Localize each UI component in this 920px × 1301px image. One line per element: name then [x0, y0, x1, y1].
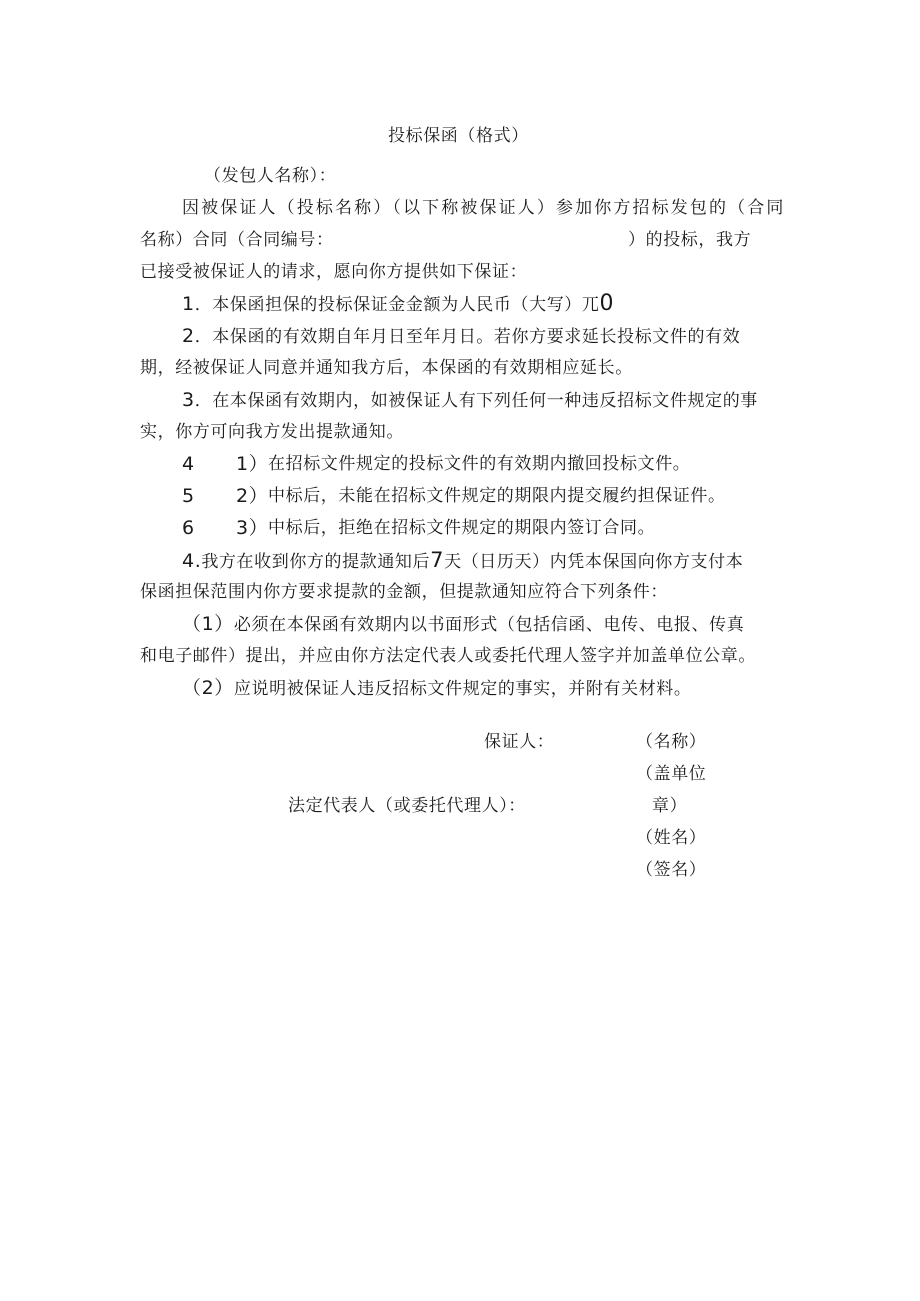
- subitem-5-number: 5: [182, 485, 195, 507]
- intro-line-3: 已接受被保证人的请求，愿向你方提供如下保证：: [140, 262, 528, 282]
- condition-2-number: （2）: [182, 677, 234, 699]
- item-1-text: ．本保函担保的投标保证金金额为人民币（大写）兀: [194, 295, 600, 315]
- intro-line-2a: 名称）合同（合同编号：: [140, 230, 334, 250]
- item-4-number: 4.: [182, 550, 202, 572]
- item-2-line-1: [182, 324, 784, 349]
- signature-hint: （签名）: [636, 860, 707, 880]
- subitem-5-text: 中标后，未能在招标文件规定的期限内提交履约担保证件。: [268, 486, 726, 506]
- condition-2-text: 应说明被保证人违反招标文件规定的事实，并附有关材料。: [233, 679, 692, 699]
- subitem-4-text: 在招标文件规定的投标文件的有效期内撤回投标文件。: [268, 454, 691, 474]
- item-4-line-1: [182, 548, 743, 574]
- salutation: （发包人名称）：: [204, 166, 337, 186]
- subitem-4-number: 4: [182, 453, 195, 475]
- seal-hint-line-1: （盖单位: [636, 764, 707, 784]
- seal-hint-line-2: 章）: [652, 796, 688, 816]
- item-3-text-1: ．在本保函有效期内，如被保证人有下列任何一种违反招标文件规定的事: [194, 391, 758, 411]
- condition-2: [182, 676, 692, 701]
- item-2-text-1: ．本保函的有效期自年月日至年月日。若你方要求延长投标文件的有效: [194, 327, 741, 347]
- item-2-number: 2: [182, 325, 195, 347]
- item-4-text-1a: 我方在收到你方的提款通知后: [201, 552, 431, 572]
- item-4-text-1b: 天（日历天）内凭本保国向你方支付本: [444, 552, 744, 572]
- condition-1-line-1: [182, 612, 744, 637]
- condition-1-number: （1）: [182, 613, 234, 635]
- surname-hint: （姓名）: [636, 828, 707, 848]
- intro-line-2b: ）的投标，我方: [628, 230, 752, 250]
- item-2-line-2: 期，经被保证人同意并通知我方后，本保函的有效期相应延长。: [140, 358, 633, 378]
- item-1: [182, 292, 614, 317]
- subitem-6-number: 6: [182, 517, 195, 539]
- item-3-line-1: [182, 388, 758, 413]
- item-1-tail: 0: [599, 291, 615, 316]
- item-1-number: 1: [182, 293, 195, 315]
- subitem-4-sub: 1）: [236, 453, 269, 475]
- condition-1-text-1: 必须在本保函有效期内以书面形式（包括信函、电传、电报、传真: [233, 615, 745, 635]
- representative-label: 法定代表人（或委托代理人）：: [288, 796, 526, 816]
- item-3-number: 3: [182, 389, 195, 411]
- condition-1-line-2: 和电子邮件）提出，并应由你方法定代表人或委托代理人签字并加盖单位公章。: [140, 646, 756, 666]
- item-4-days: 7: [430, 548, 445, 572]
- intro-line-1: 因被保证人（投标名称）（以下称被保证人）参加你方招标发包的（合同: [182, 198, 784, 218]
- guarantor-name-hint: （名称）: [636, 732, 707, 752]
- subitem-6-text: 中标后，拒绝在招标文件规定的期限内签订合同。: [268, 518, 656, 538]
- subitem-5-sub: 2）: [236, 485, 269, 507]
- item-4-line-2: 保函担保范围内你方要求提款的金额，但提款通知应符合下列条件：: [140, 582, 668, 602]
- guarantor-label: 保证人：: [484, 732, 555, 752]
- subitem-6-sub: 3）: [236, 517, 269, 539]
- document-title: 投标保函（格式）: [388, 126, 529, 146]
- item-3-line-2: 实，你方可向我方发出提款通知。: [140, 422, 404, 442]
